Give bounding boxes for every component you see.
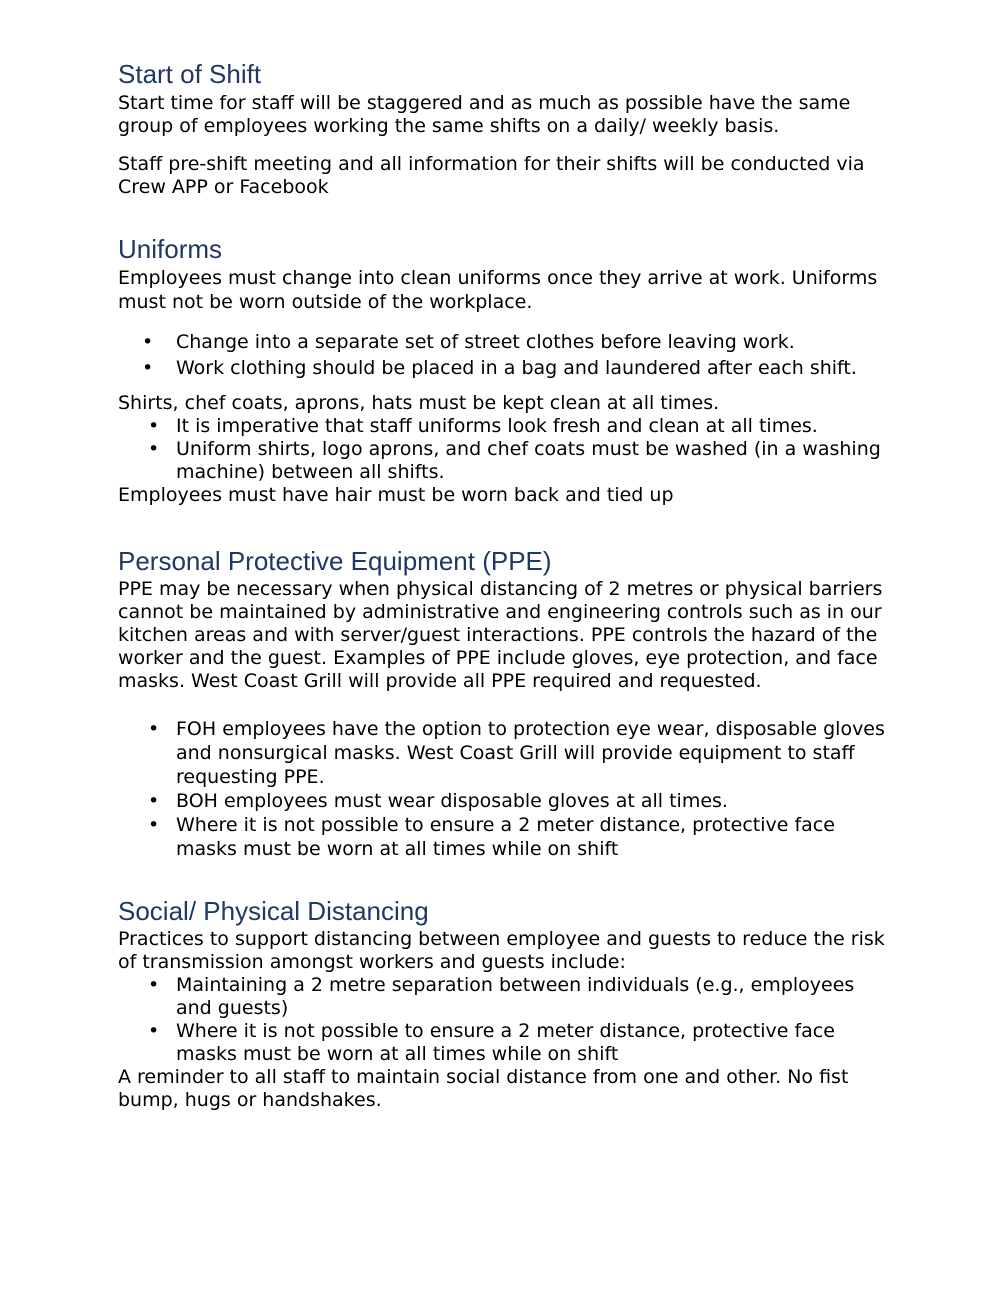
paragraph-hair: Employees must have hair must be worn back and tied up xyxy=(118,484,674,506)
bullet-icon: • xyxy=(148,415,160,437)
list-item xyxy=(118,717,888,789)
ppe-bullet-list xyxy=(118,717,888,861)
list-item-text: Where it is not possible to ensure a 2 meter distance, protective face masks must be worn at all times while on shift xyxy=(176,1020,835,1065)
list-item xyxy=(118,974,888,1020)
list-item xyxy=(118,813,888,861)
distancing-bullet-list xyxy=(118,974,888,1066)
list-item xyxy=(118,329,888,355)
bullet-icon: • xyxy=(148,438,160,460)
heading-uniforms: Uniforms xyxy=(118,234,223,264)
bullet-icon: • xyxy=(148,790,160,812)
paragraph-pre-shift-meeting: Staff pre-shift meeting and all information for their shifts will be conducted via Crew APP or Facebook xyxy=(118,153,865,198)
list-item-text: FOH employees have the option to protection eye wear, disposable gloves and nonsurgical masks. West Coast Grill will provide equipment to staff requesting PPE. xyxy=(176,718,885,788)
list-item xyxy=(118,789,888,813)
list-item-text: Uniform shirts, logo aprons, and chef coats must be washed (in a washing machine) between all shifts. xyxy=(176,438,881,483)
bullet-icon: • xyxy=(148,974,160,996)
bullet-icon: • xyxy=(142,331,154,353)
list-item-text: Work clothing should be placed in a bag and laundered after each shift. xyxy=(176,357,857,379)
paragraph-shirts: Shirts, chef coats, aprons, hats must be kept clean at all times. xyxy=(118,392,720,414)
heading-start-of-shift: Start of Shift xyxy=(118,59,262,89)
uniforms-bullet-list-a xyxy=(118,329,888,381)
heading-ppe: Personal Protective Equipment (PPE) xyxy=(118,546,552,576)
section-uniforms xyxy=(118,233,888,507)
bullet-icon: • xyxy=(148,718,160,740)
paragraph-reminder: A reminder to all staff to maintain social distance from one and other. No fist bump, hugs or handshakes. xyxy=(118,1066,849,1111)
paragraph-uniforms-intro: Employees must change into clean uniforms once they arrive at work. Uniforms must not be worn outside of the workplace. xyxy=(118,267,878,313)
paragraph-ppe: PPE may be necessary when physical distancing of 2 metres or physical barriers cannot be maintained by administrative and engineering controls such as in our kitchen areas and with server/guest interactions. PPE controls the hazard of the worker and the guest. Examples of PPE include gloves, eye protection, and face masks. West Coast Grill will provide all PPE required and requested. xyxy=(118,578,883,692)
paragraph-distancing-intro: Practices to support distancing between employee and guests to reduce the risk of transmission amongst workers and guests include: xyxy=(118,928,885,973)
list-item-text: It is imperative that staff uniforms look fresh and clean at all times. xyxy=(176,415,818,437)
list-item-text: Where it is not possible to ensure a 2 meter distance, protective face masks must be worn at all times while on shift xyxy=(176,814,835,860)
list-item-text: BOH employees must wear disposable gloves at all times. xyxy=(176,790,728,812)
uniforms-bullet-list-b xyxy=(118,415,888,484)
heading-social-distancing: Social/ Physical Distancing xyxy=(118,896,429,926)
list-item xyxy=(118,1020,888,1066)
bullet-icon: • xyxy=(148,814,160,836)
paragraph-staggered-start: Start time for staff will be staggered and as much as possible have the same group of employees working the same shifts on a daily/ weekly basis. xyxy=(118,92,851,137)
section-social-distancing xyxy=(118,895,888,1112)
section-start-of-shift xyxy=(118,58,888,199)
list-item xyxy=(118,355,888,381)
list-item-text: Change into a separate set of street clothes before leaving work. xyxy=(176,331,795,353)
document-page xyxy=(118,58,888,1112)
bullet-icon: • xyxy=(148,1020,160,1042)
list-item xyxy=(118,438,888,484)
section-ppe xyxy=(118,545,888,861)
list-item xyxy=(118,415,888,438)
bullet-icon: • xyxy=(142,357,154,379)
list-item-text: Maintaining a 2 metre separation between individuals (e.g., employees and guests) xyxy=(176,974,855,1019)
